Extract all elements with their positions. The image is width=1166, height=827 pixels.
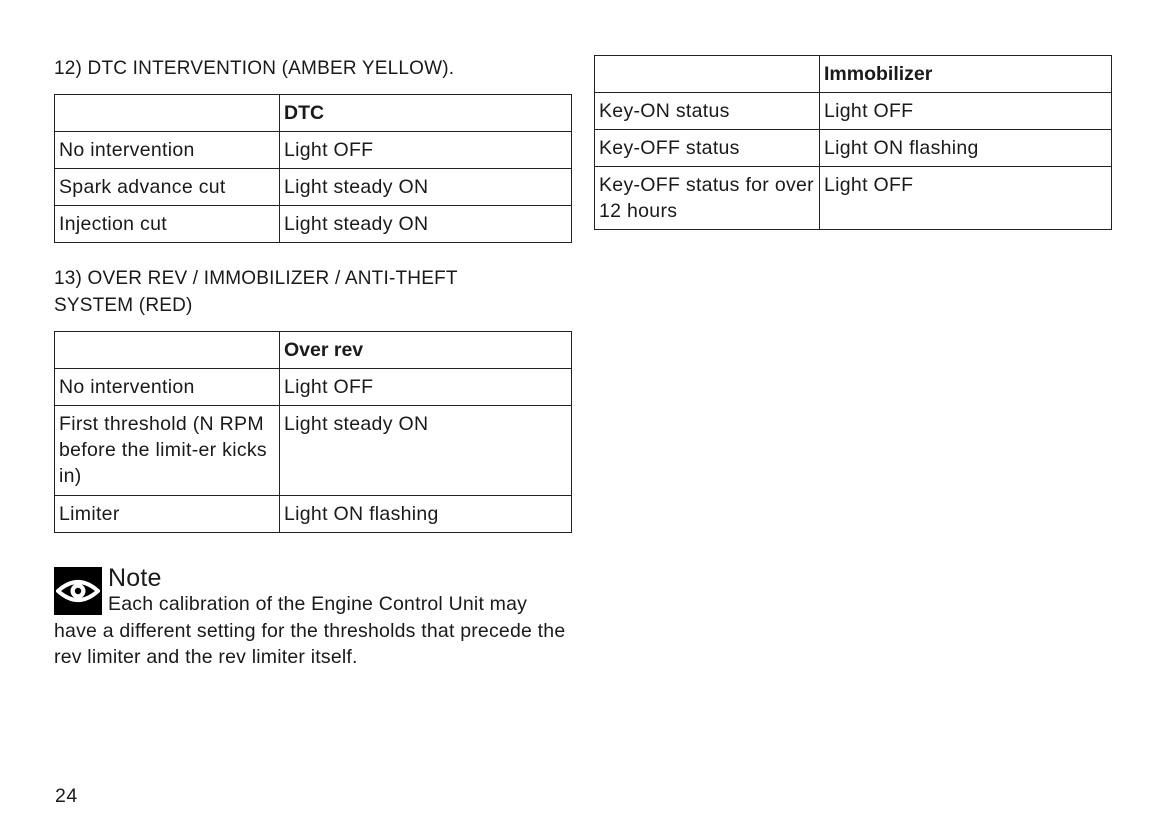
- table-cell: Limiter: [55, 496, 280, 533]
- table-header-row: [595, 56, 1112, 93]
- table-cell: Light steady ON: [280, 169, 572, 206]
- table-cell: Spark advance cut: [55, 169, 280, 206]
- table-header-row: [55, 332, 572, 369]
- eye-icon: [54, 567, 102, 615]
- table-header-cell: [55, 332, 280, 369]
- table-cell: Light OFF: [280, 132, 572, 169]
- right-column: [594, 55, 1112, 230]
- table-header-cell: DTC: [280, 95, 572, 132]
- table-header-cell: Over rev: [280, 332, 572, 369]
- table-row: [55, 132, 572, 169]
- table-cell: Key-ON status: [595, 93, 820, 130]
- left-column: [54, 55, 572, 671]
- dtc-table: [54, 94, 572, 243]
- table-header-row: [55, 95, 572, 132]
- table-row: [595, 93, 1112, 130]
- table-header-cell: Immobilizer: [820, 56, 1112, 93]
- table-cell: Light steady ON: [280, 406, 572, 496]
- table-cell: Light ON flashing: [820, 130, 1112, 167]
- table-row: [55, 206, 572, 243]
- section-13-heading: [54, 265, 572, 319]
- note-text: Each calibration of the Engine Control Unit may have a different setting for the thresholds that precede the rev limiter and the rev limiter itself.: [54, 593, 566, 668]
- section-12-heading: 12) DTC INTERVENTION (AMBER YELLOW).: [54, 58, 455, 79]
- table-cell: No intervention: [55, 369, 280, 406]
- table-cell: Light ON flashing: [280, 496, 572, 533]
- table-cell: Light OFF: [280, 369, 572, 406]
- table-cell: Key-OFF status: [595, 130, 820, 167]
- table-header-cell: [55, 95, 280, 132]
- table-cell: First threshold (N RPM before the limit-er kicks in): [55, 406, 280, 496]
- eye-icon-graphic: [56, 575, 100, 607]
- note-title: Note: [108, 564, 162, 592]
- table-row: [55, 169, 572, 206]
- table-row: [595, 130, 1112, 167]
- table-row: [595, 167, 1112, 230]
- table-row: [55, 369, 572, 406]
- table-header-cell: [595, 56, 820, 93]
- table-cell: Light OFF: [820, 167, 1112, 230]
- table-cell: No intervention: [55, 132, 280, 169]
- over-rev-table: [54, 331, 572, 533]
- table-cell: Injection cut: [55, 206, 280, 243]
- note-block: [54, 565, 572, 671]
- table-cell: Light OFF: [820, 93, 1112, 130]
- section-13-heading-line-2: SYSTEM (RED): [54, 295, 193, 316]
- page-number: 24: [55, 785, 78, 807]
- section-13-heading-line-1: 13) OVER REV / IMMOBILIZER / ANTI-THEFT: [54, 268, 458, 289]
- immobilizer-table: [594, 55, 1112, 230]
- table-cell: Light steady ON: [280, 206, 572, 243]
- table-row: [55, 496, 572, 533]
- table-row: [55, 406, 572, 496]
- table-cell: Key-OFF status for over 12 hours: [595, 167, 820, 230]
